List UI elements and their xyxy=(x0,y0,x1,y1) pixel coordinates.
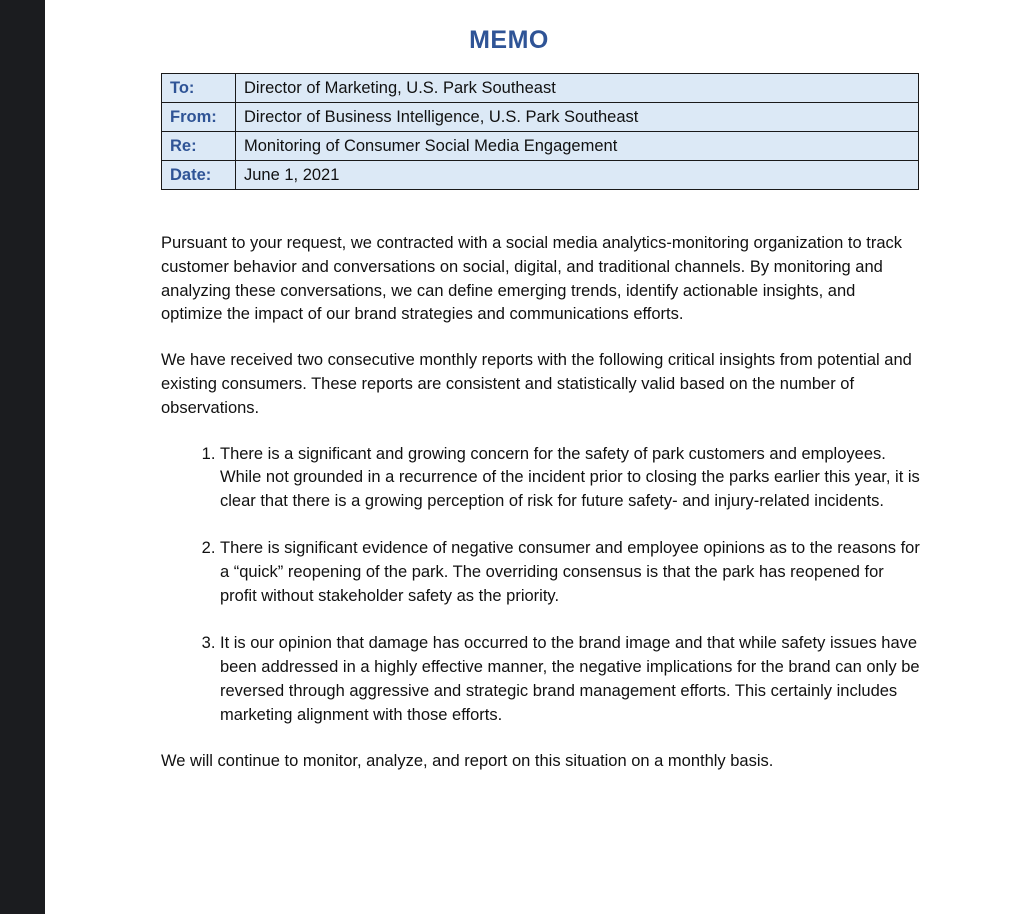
date-value: June 1, 2021 xyxy=(236,161,919,190)
memo-to-row xyxy=(162,74,919,103)
reports-paragraph: We have received two consecutive monthly reports with the following critical insights from potential and existing consumers. These reports are consistent and statistically valid based on the number of observations. xyxy=(161,351,912,417)
insights-list xyxy=(161,443,921,728)
from-label: From: xyxy=(162,103,236,132)
to-value: Director of Marketing, U.S. Park Southeast xyxy=(236,74,919,103)
memo-date-row xyxy=(162,161,919,190)
left-dark-margin xyxy=(0,0,45,914)
to-label: To: xyxy=(162,74,236,103)
memo-re-row xyxy=(162,132,919,161)
insight-item-2: 2. There is significant evidence of negative consumer and employee opinions as to the reasons for a “quick” reopening of the park. The overriding consensus is that the park has reopened for profit without stakeholder safety as the priority. xyxy=(220,537,921,608)
memo-title: MEMO xyxy=(469,26,549,54)
closing-paragraph: We will continue to monitor, analyze, and report on this situation on a monthly basis. xyxy=(161,751,774,770)
memo-header-table xyxy=(161,73,919,190)
date-label: Date: xyxy=(162,161,236,190)
insight-item-3: 3. It is our opinion that damage has occurred to the brand image and that while safety issues have been addressed in a highly effective manner, the negative implications for the brand can only be reversed through aggressive and strategic brand management efforts. This certainly includes marketing alignment with those efforts. xyxy=(220,632,921,727)
intro-paragraph: Pursuant to your request, we contracted with a social media analytics-monitoring organization to track customer behavior and conversations on social, digital, and traditional channels. By monitoring and analyzing these conversations, we can define emerging trends, identify actionable insights, and optimize the impact of our brand strategies and communications efforts. xyxy=(161,234,903,324)
re-label: Re: xyxy=(162,132,236,161)
from-value: Director of Business Intelligence, U.S. Park Southeast xyxy=(236,103,919,132)
memo-from-row xyxy=(162,103,919,132)
insight-item-1: 1. There is a significant and growing concern for the safety of park customers and employees. While not grounded in a recurrence of the incident prior to closing the parks earlier this year, it is clear that there is a growing perception of risk for future safety- and injury-related incidents. xyxy=(220,443,921,514)
memo-body xyxy=(161,232,921,795)
re-value: Monitoring of Consumer Social Media Engagement xyxy=(236,132,919,161)
